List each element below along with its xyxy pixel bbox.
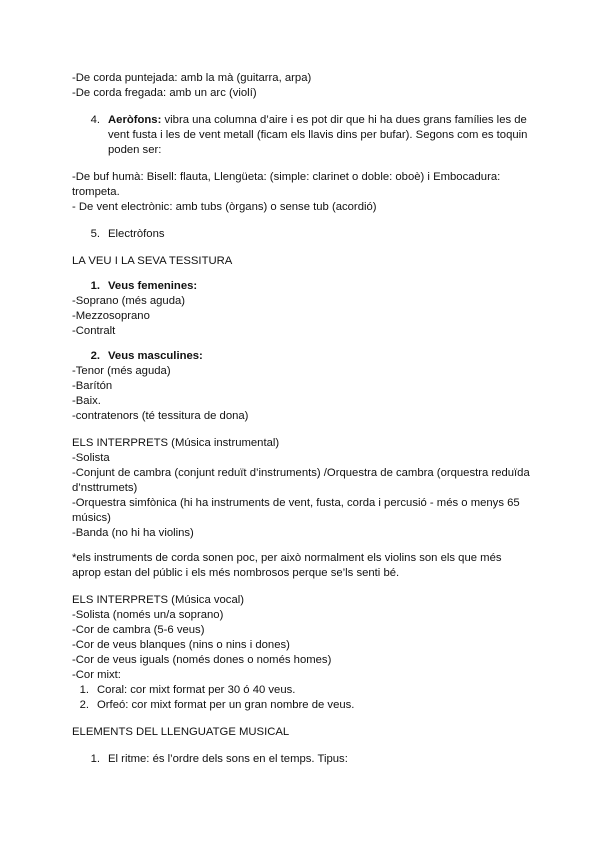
aerofons-title: Aeròfons:: [108, 114, 162, 126]
instrumental-solista: -Solista: [72, 452, 110, 464]
ritme-item: [72, 752, 532, 767]
ritme-text: El ritme: és l’ordre dels sons en el temps. Tipus:: [108, 753, 348, 765]
masculines-item-3: -Baix.: [72, 395, 101, 407]
instrumental-heading: ELS INTERPRETS (Música instrumental): [72, 437, 280, 449]
aerofons-buf: -De buf humà: Bisell: flauta, Llengüeta: (simple: clarinet o doble: oboè) i Embocadura: trompeta.: [72, 171, 501, 198]
vocal-item-3: -Cor de veus blanques (nins o nins i dones): [72, 639, 290, 651]
electrofons-number: 5.: [90, 228, 100, 240]
veu-heading: LA VEU I LA SEVA TESSITURA: [72, 255, 233, 267]
document-body: [72, 71, 532, 767]
vocal-sub-item-1: [72, 683, 532, 698]
femenines-item-2: -Mezzosoprano: [72, 310, 150, 322]
elements-heading: ELEMENTS DEL LLENGUATGE MUSICAL: [72, 726, 290, 738]
instrumental-banda: -Banda (no hi ha violins): [72, 527, 194, 539]
aerofons-text: [108, 113, 532, 158]
masculines-item-2: -Barítón: [72, 380, 113, 392]
masculines-item-1: -Tenor (més aguda): [72, 365, 171, 377]
femenines-item: [72, 279, 532, 294]
instrumental-note: *els instruments de corda sonen poc, per això normalment els violins son els que més aprop estan del públic i els més nombrosos perque se’ls senti bé.: [72, 552, 502, 579]
aerofons-description: vibra una columna d’aire i es pot dir que hi ha dues grans famílies les de vent fusta i les de vent metall (ficam els llavis dins per bufar). Segons com es toquin poden ser:: [108, 114, 528, 156]
instrumental-cambra: -Conjunt de cambra (conjunt reduït d’instruments) /Orquestra de cambra (orquestra reduïda d’nsttrumets): [72, 467, 530, 494]
vocal-item-2: -Cor de cambra (5-6 veus): [72, 624, 205, 636]
electrofons-item: [72, 227, 532, 242]
electrofons-label: Electròfons: [108, 228, 165, 240]
femenines-title: Veus femenines:: [108, 280, 198, 292]
vocal-item-4: -Cor de veus iguals (només dones o només homes): [72, 654, 332, 666]
masculines-number: 2.: [90, 350, 100, 362]
corda-puntejada: -De corda puntejada: amb la mà (guitarra, arpa): [72, 72, 312, 84]
femenines-number: 1.: [90, 280, 100, 292]
masculines-item-4: -contratenors (té tessitura de dona): [72, 410, 249, 422]
vocal-heading: ELS INTERPRETS (Música vocal): [72, 594, 245, 606]
masculines-item: [72, 349, 532, 364]
vocal-sub-number-2: 2.: [79, 699, 89, 711]
masculines-title: Veus masculines:: [108, 350, 203, 362]
femenines-item-3: -Contralt: [72, 325, 116, 337]
aerofons-electronic: - De vent electrònic: amb tubs (òrgans) o sense tub (acordió): [72, 201, 377, 213]
vocal-item-5: -Cor mixt:: [72, 669, 121, 681]
corda-fregada: -De corda fregada: amb un arc (violí): [72, 87, 257, 99]
vocal-item-1: -Solista (només un/a soprano): [72, 609, 224, 621]
aerofons-item: [72, 113, 532, 158]
aerofons-number: 4.: [90, 114, 100, 126]
instrumental-simfonica: -Orquestra simfònica (hi ha instruments de vent, fusta, corda i percusió - més o menys 65 músics): [72, 497, 520, 524]
vocal-sub-text-2: Orfeó: cor mixt format per un gran nombre de veus.: [97, 699, 355, 711]
femenines-item-1: -Soprano (més aguda): [72, 295, 186, 307]
vocal-sub-number-1: 1.: [79, 684, 89, 696]
vocal-sub-text-1: Coral: cor mixt format per 30 ó 40 veus.: [97, 684, 296, 696]
ritme-number: 1.: [90, 753, 100, 765]
vocal-sub-item-2: [72, 698, 532, 713]
